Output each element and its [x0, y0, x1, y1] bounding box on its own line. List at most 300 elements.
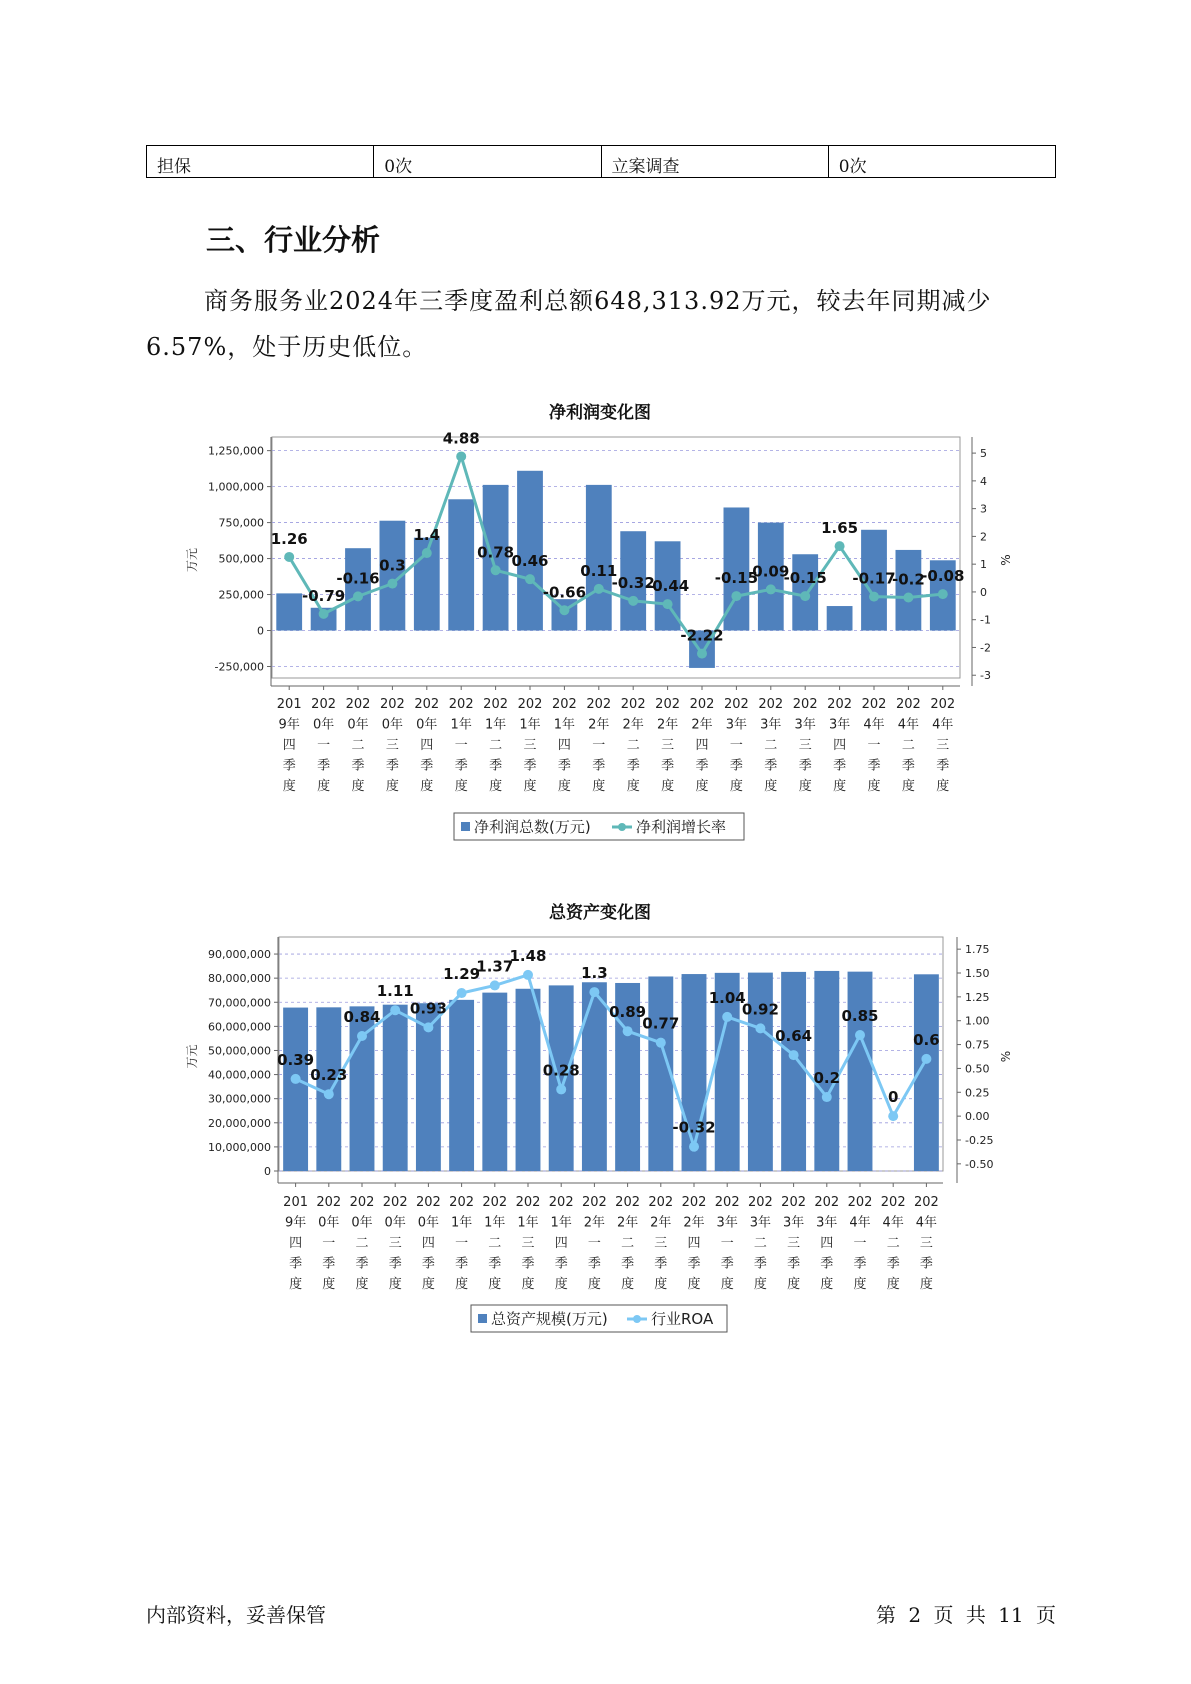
right-tick-label: 1.75: [965, 943, 990, 957]
x-tick-label: 二: [626, 738, 640, 753]
data-label: 0.77: [642, 1014, 680, 1033]
right-tick-label: -2: [980, 641, 991, 655]
x-tick-label: 202: [648, 1195, 674, 1210]
x-tick-label: 0年: [381, 717, 404, 733]
data-label: 1.29: [443, 965, 481, 984]
x-tick-label: 202: [414, 697, 440, 712]
x-tick-label: 季: [853, 1256, 867, 1272]
x-tick-label: 202: [620, 697, 646, 712]
x-tick-label: 度: [853, 1277, 867, 1292]
left-tick-label: 1,000,000: [208, 480, 264, 494]
x-tick-label: 季: [388, 1256, 402, 1272]
right-tick-label: 1.50: [965, 967, 990, 981]
right-tick-label: 0.50: [965, 1062, 990, 1076]
x-tick-label: 0年: [384, 1215, 406, 1231]
x-tick-label: 202: [781, 1195, 807, 1210]
left-tick-label: 30,000,000: [208, 1092, 271, 1106]
x-tick-label: 季: [317, 758, 331, 774]
plot-frame: [272, 437, 960, 678]
x-tick-label: 度: [523, 779, 537, 794]
x-tick-label: 3年: [760, 717, 782, 733]
footer-page-number: 第 2 页 共 11 页: [876, 1603, 1056, 1627]
right-tick-label: 4: [980, 474, 987, 488]
data-label: -0.44: [645, 577, 690, 596]
x-tick-label: 202: [895, 697, 921, 712]
right-tick-label: 3: [980, 502, 987, 516]
x-tick-label: 三: [798, 738, 812, 753]
x-tick-label: 季: [626, 758, 640, 774]
x-tick-label: 度: [936, 779, 950, 794]
line-point: [623, 1026, 633, 1036]
x-tick-label: 季: [820, 1256, 834, 1272]
x-tick-label: 202: [930, 697, 956, 712]
line-point: [855, 1030, 865, 1040]
net-profit-chart: [0, 395, 1191, 855]
x-tick-label: 202: [814, 1195, 840, 1210]
x-tick-label: 202: [655, 697, 681, 712]
x-tick-label: 季: [455, 1256, 469, 1272]
x-tick-label: 度: [867, 779, 881, 794]
table-cell: 0次: [374, 146, 601, 178]
table-cell: 0次: [828, 146, 1055, 178]
x-tick-label: 202: [345, 697, 371, 712]
data-label: 0.3: [379, 556, 406, 575]
data-label: 1.04: [708, 988, 746, 1007]
data-label: 1.37: [476, 957, 514, 976]
x-tick-label: 2年: [616, 1215, 639, 1231]
x-tick-label: 度: [720, 1277, 734, 1292]
line-point: [357, 1031, 367, 1041]
legend-bar-label: 净利润总数(万元): [474, 818, 591, 836]
data-label: 0.2: [813, 1069, 841, 1088]
x-tick-label: 度: [787, 1277, 801, 1292]
x-tick-label: 季: [661, 758, 675, 774]
y-axis-right-title: %: [999, 554, 1013, 566]
line-point: [423, 1022, 433, 1032]
x-tick-label: 4年: [882, 1215, 904, 1231]
data-label: 4.88: [442, 429, 480, 448]
data-label: 0.92: [741, 1000, 779, 1019]
y-axis-left-title: 万元: [185, 547, 199, 573]
x-tick-label: 四: [289, 1236, 303, 1251]
x-tick-label: 202: [379, 697, 405, 712]
data-label: -2.22: [680, 626, 724, 645]
x-tick-label: 一: [592, 738, 606, 753]
x-tick-label: 季: [867, 758, 881, 774]
x-tick-label: 季: [557, 758, 571, 774]
line-point: [766, 584, 776, 594]
x-tick-label: 0年: [318, 1215, 340, 1231]
data-label: 0.64: [775, 1027, 813, 1046]
x-tick-label: 季: [523, 758, 537, 774]
x-tick-label: 3年: [716, 1215, 738, 1231]
x-tick-label: 度: [454, 779, 468, 794]
x-tick-label: 季: [355, 1256, 369, 1272]
line-point: [457, 988, 467, 998]
data-label: 0.28: [542, 1061, 580, 1080]
x-tick-label: 季: [833, 758, 847, 774]
x-tick-label: 1年: [517, 1215, 539, 1231]
data-label: -0.2: [891, 570, 925, 589]
x-tick-label: 202: [483, 697, 509, 712]
x-tick-label: 二: [764, 738, 778, 753]
line-point: [903, 592, 913, 602]
x-tick-label: 度: [421, 1277, 435, 1292]
x-tick-label: 度: [919, 1277, 933, 1292]
bar: [449, 1000, 474, 1171]
x-tick-label: 季: [454, 758, 468, 774]
left-tick-label: 80,000,000: [208, 972, 271, 986]
x-tick-label: 季: [936, 758, 950, 774]
x-tick-label: 度: [626, 779, 640, 794]
x-tick-label: 202: [448, 697, 474, 712]
bar: [276, 593, 302, 630]
x-tick-label: 季: [729, 758, 743, 774]
data-label: 0.11: [580, 561, 618, 580]
data-label: 1.65: [821, 519, 859, 538]
x-tick-label: 季: [322, 1256, 336, 1272]
line-point: [319, 609, 329, 619]
line-point: [387, 579, 397, 589]
x-tick-label: 202: [714, 1195, 740, 1210]
x-tick-label: 度: [388, 1277, 402, 1292]
x-tick-label: 季: [488, 1256, 502, 1272]
bar: [448, 499, 474, 630]
data-label: 0.93: [409, 999, 447, 1018]
x-tick-label: 202: [689, 697, 715, 712]
x-tick-label: 202: [913, 1195, 939, 1210]
right-tick-label: 1.00: [965, 1014, 990, 1028]
line-point: [800, 591, 810, 601]
x-tick-label: 三: [388, 1236, 402, 1251]
y-axis-left-title: 万元: [185, 1044, 199, 1069]
line-point: [663, 599, 673, 609]
x-tick-label: 三: [521, 1236, 535, 1251]
x-tick-label: 202: [517, 697, 543, 712]
data-label: -0.15: [783, 569, 827, 588]
x-tick-label: 202: [551, 697, 577, 712]
x-tick-label: 四: [687, 1236, 701, 1251]
x-tick-label: 三: [661, 738, 675, 753]
x-tick-label: 4年: [932, 717, 954, 733]
x-tick-label: 季: [687, 1256, 701, 1272]
data-label: 0.78: [477, 543, 515, 562]
x-tick-label: 二: [901, 738, 915, 753]
x-tick-label: 0年: [416, 717, 438, 733]
x-tick-label: 1年: [519, 717, 541, 733]
line-point: [291, 1074, 301, 1084]
data-label: -0.15: [714, 569, 759, 588]
x-tick-label: 季: [421, 1256, 435, 1272]
line-point: [456, 451, 466, 461]
data-label: -0.16: [336, 569, 380, 588]
x-tick-label: 一: [317, 738, 331, 753]
right-tick-label: -3: [980, 669, 991, 683]
data-label: 0: [887, 1088, 899, 1107]
x-tick-label: 202: [681, 1195, 707, 1210]
line-point: [284, 552, 294, 562]
x-tick-label: 4年: [849, 1215, 871, 1231]
data-label: 0.89: [609, 1003, 647, 1022]
x-tick-label: 四: [554, 1236, 568, 1251]
line-point: [523, 970, 533, 980]
right-tick-label: 0: [980, 585, 987, 599]
line-point: [525, 574, 535, 584]
x-tick-label: 0年: [312, 717, 335, 733]
bar: [827, 606, 853, 630]
x-tick-label: 四: [833, 738, 847, 753]
x-tick-label: 度: [833, 779, 847, 794]
x-tick-label: 201: [283, 1195, 309, 1210]
x-tick-label: 1年: [450, 1215, 473, 1231]
x-tick-label: 二: [351, 738, 365, 753]
x-tick-label: 季: [289, 1256, 303, 1272]
x-tick-label: 三: [523, 738, 537, 753]
data-label: 1.4: [413, 526, 441, 545]
right-tick-label: -0.25: [965, 1133, 994, 1147]
x-tick-label: 四: [695, 738, 709, 753]
x-tick-label: 1年: [450, 717, 472, 733]
legend-line-marker: [618, 823, 626, 831]
data-label: 0.6: [913, 1030, 940, 1049]
x-tick-label: 1年: [484, 717, 507, 733]
data-label: -0.66: [542, 583, 587, 602]
plot-frame: [279, 937, 943, 1171]
x-tick-label: 季: [592, 758, 606, 774]
x-tick-label: 季: [764, 758, 778, 774]
x-tick-label: 度: [587, 1277, 601, 1292]
left-tick-label: 0: [264, 1165, 271, 1178]
bar: [582, 982, 607, 1171]
x-tick-label: 度: [764, 779, 778, 794]
x-tick-label: 四: [282, 738, 296, 753]
line-point: [589, 987, 599, 997]
total-assets-chart-svg: [0, 895, 1191, 1355]
right-tick-label: 0.00: [965, 1110, 990, 1124]
x-tick-label: 度: [621, 1277, 635, 1292]
x-tick-label: 202: [880, 1195, 906, 1210]
x-tick-label: 度: [820, 1277, 834, 1292]
left-tick-label: 20,000,000: [208, 1116, 271, 1130]
x-tick-label: 三: [936, 738, 950, 753]
data-label: -0.08: [921, 567, 965, 586]
x-tick-label: 3年: [794, 717, 816, 733]
x-tick-label: 度: [901, 779, 915, 794]
line-point: [938, 589, 948, 599]
right-tick-label: 0.75: [965, 1038, 990, 1052]
y-axis-right-title: %: [999, 1050, 1013, 1063]
right-tick-label: -1: [980, 613, 991, 627]
x-tick-label: 度: [351, 779, 365, 794]
x-tick-label: 4年: [897, 717, 920, 733]
left-tick-label: 10,000,000: [208, 1140, 271, 1154]
x-tick-label: 季: [621, 1256, 635, 1272]
total-assets-chart: [0, 895, 1191, 1355]
line-point: [835, 541, 845, 551]
x-tick-label: 202: [515, 1195, 541, 1210]
x-tick-label: 202: [581, 1195, 607, 1210]
x-tick-label: 二: [489, 738, 503, 753]
line-point: [656, 1038, 666, 1048]
x-tick-label: 2年: [691, 717, 713, 733]
x-tick-label: 度: [695, 779, 709, 794]
legend-bar-swatch: [461, 822, 470, 831]
x-tick-label: 度: [654, 1277, 668, 1292]
right-tick-label: -0.50: [965, 1157, 994, 1171]
right-tick-label: 1: [980, 558, 987, 572]
x-tick-label: 季: [753, 1256, 767, 1272]
line-point: [697, 649, 707, 659]
line-point: [491, 565, 501, 575]
line-point: [822, 1092, 832, 1102]
x-tick-label: 9年: [278, 717, 300, 733]
x-tick-label: 季: [919, 1256, 933, 1272]
line-point: [324, 1089, 334, 1099]
x-tick-label: 度: [557, 779, 571, 794]
x-tick-label: 度: [489, 779, 503, 794]
x-tick-label: 季: [787, 1256, 801, 1272]
x-tick-label: 度: [488, 1277, 502, 1292]
bar: [482, 993, 507, 1171]
left-tick-label: 500,000: [218, 552, 264, 566]
info-table: [146, 145, 1056, 178]
line-point: [490, 980, 500, 990]
x-tick-label: 季: [489, 758, 503, 774]
x-tick-label: 三: [919, 1236, 933, 1251]
line-point: [594, 584, 604, 594]
x-tick-label: 202: [847, 1195, 873, 1210]
table-row: [147, 146, 1056, 178]
x-tick-label: 度: [729, 779, 743, 794]
footer-confidential: 内部资料，妥善保管: [146, 1603, 326, 1627]
data-label: 1.11: [376, 982, 414, 1001]
x-tick-label: 四: [557, 738, 571, 753]
x-tick-label: 3年: [816, 1215, 838, 1231]
legend-bar-swatch: [478, 1314, 487, 1323]
chart-title: 总资产变化图: [549, 903, 651, 923]
line-point: [921, 1054, 931, 1064]
x-tick-label: 9年: [284, 1215, 307, 1231]
net-profit-chart-svg: [0, 395, 1191, 855]
x-tick-label: 202: [723, 697, 749, 712]
x-tick-label: 一: [454, 738, 468, 753]
x-tick-label: 季: [554, 1256, 568, 1272]
legend-line-label: 净利润增长率: [636, 818, 727, 836]
x-tick-label: 2年: [588, 717, 610, 733]
data-label: -0.32: [611, 573, 655, 592]
x-tick-label: 202: [586, 697, 612, 712]
line-point: [556, 1084, 566, 1094]
x-tick-label: 度: [322, 1277, 336, 1292]
bar: [383, 1005, 408, 1171]
left-tick-label: 40,000,000: [208, 1068, 271, 1082]
bar: [586, 485, 612, 631]
line-point: [689, 1142, 699, 1152]
left-tick-label: 50,000,000: [208, 1044, 271, 1058]
x-tick-label: 202: [415, 1195, 441, 1210]
x-tick-label: 一: [867, 738, 881, 753]
table-cell: 担保: [147, 146, 374, 178]
bar: [896, 550, 922, 631]
x-tick-label: 202: [827, 697, 853, 712]
chart-title: 净利润变化图: [549, 403, 651, 423]
left-tick-label: 60,000,000: [208, 1020, 271, 1034]
right-tick-label: 2: [980, 530, 987, 544]
legend-line-marker: [633, 1315, 641, 1323]
bar: [345, 548, 371, 630]
x-tick-label: 0年: [351, 1215, 373, 1231]
x-tick-label: 三: [787, 1236, 801, 1251]
x-tick-label: 度: [455, 1277, 469, 1292]
x-tick-label: 2年: [583, 1215, 606, 1231]
x-tick-label: 一: [587, 1236, 601, 1251]
x-tick-label: 四: [420, 738, 434, 753]
data-label: -0.79: [301, 586, 346, 605]
x-tick-label: 1年: [550, 1215, 572, 1231]
line-point: [888, 1111, 898, 1121]
x-tick-label: 季: [587, 1256, 601, 1272]
data-label: 0.09: [752, 562, 790, 581]
data-label: 1.48: [509, 946, 547, 965]
x-tick-label: 二: [886, 1236, 900, 1251]
x-tick-label: 四: [421, 1236, 435, 1251]
x-tick-label: 202: [747, 1195, 773, 1210]
x-tick-label: 季: [695, 758, 709, 774]
x-tick-label: 4年: [915, 1215, 938, 1231]
x-tick-label: 度: [317, 779, 331, 794]
bar: [781, 972, 806, 1171]
x-tick-label: 202: [758, 697, 784, 712]
x-tick-label: 0年: [347, 717, 369, 733]
right-tick-label: 1.25: [965, 990, 990, 1004]
x-tick-label: 二: [355, 1236, 369, 1251]
x-tick-label: 4年: [863, 717, 885, 733]
line-point: [422, 548, 432, 558]
data-label: 0.85: [841, 1007, 879, 1026]
x-tick-label: 一: [455, 1236, 469, 1251]
line-point: [390, 1005, 400, 1015]
x-tick-label: 201: [276, 697, 302, 712]
x-tick-label: 一: [729, 738, 743, 753]
x-tick-label: 2年: [656, 717, 679, 733]
x-tick-label: 季: [282, 758, 296, 774]
data-label: 0.84: [343, 1007, 381, 1026]
data-label: 0.23: [310, 1066, 348, 1085]
x-tick-label: 202: [311, 697, 337, 712]
x-tick-label: 二: [488, 1236, 502, 1251]
x-tick-label: 二: [753, 1236, 767, 1251]
x-tick-label: 三: [385, 738, 399, 753]
left-tick-label: 90,000,000: [208, 948, 271, 962]
x-tick-label: 季: [521, 1256, 535, 1272]
data-label: -0.17: [852, 569, 896, 588]
bar: [283, 1008, 308, 1171]
table-cell: 立案调查: [601, 146, 828, 178]
x-tick-label: 2年: [622, 717, 644, 733]
x-tick-label: 度: [355, 1277, 369, 1292]
x-tick-label: 2年: [650, 1215, 672, 1231]
x-tick-label: 202: [548, 1195, 574, 1210]
x-tick-label: 0年: [417, 1215, 440, 1231]
x-tick-label: 度: [592, 779, 606, 794]
x-tick-label: 度: [521, 1277, 535, 1292]
line-point: [755, 1023, 765, 1033]
x-tick-label: 度: [798, 779, 812, 794]
x-tick-label: 度: [289, 1277, 303, 1292]
line-point: [722, 1012, 732, 1022]
x-tick-label: 季: [420, 758, 434, 774]
right-tick-label: 5: [980, 447, 987, 461]
